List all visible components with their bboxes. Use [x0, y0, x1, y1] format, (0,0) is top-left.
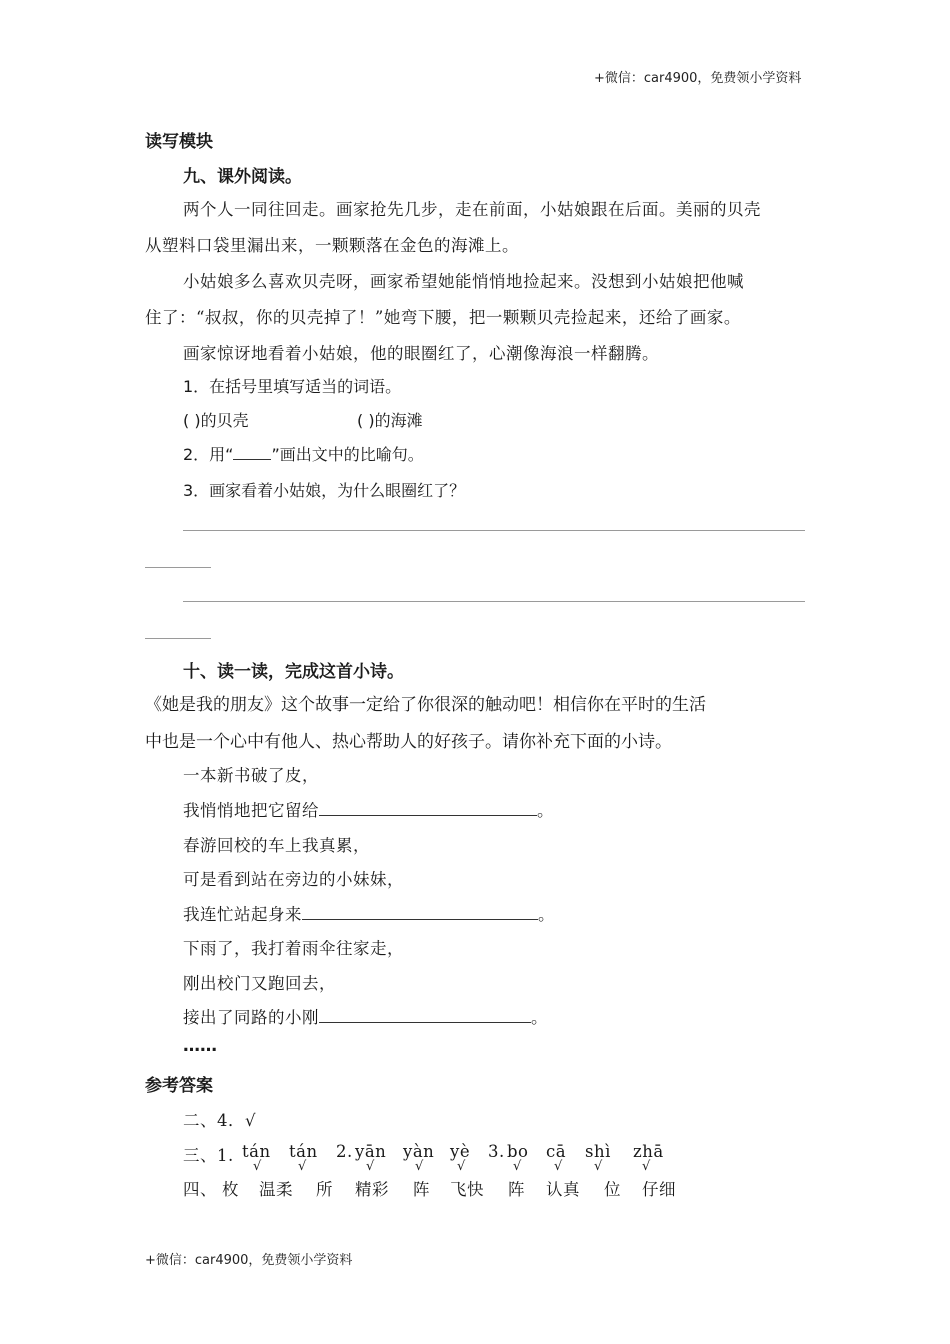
word-item: 位: [604, 1180, 621, 1199]
check-mark: √: [253, 1159, 262, 1174]
answer-line-3-label: 三、1.: [183, 1146, 234, 1165]
poem-line-5-text: 我连忙站起身来: [183, 905, 302, 924]
poem-line-6: 下雨了，我打着雨伞往家走，: [183, 939, 404, 958]
section-title: 读写模块: [145, 132, 213, 152]
q9-title: 九、课外阅读。: [183, 167, 302, 187]
q10-intro-line1: 《她是我的朋友》这个故事一定给了你很深的触动吧！相信你在平时的生活: [145, 695, 706, 715]
word-item: 精彩: [355, 1180, 389, 1199]
poem-line-8-text: 接出了同路的小刚: [183, 1008, 319, 1027]
poem-blank-1[interactable]: [319, 799, 537, 816]
pinyin-item: shì: [585, 1142, 611, 1161]
page-footer: +微信：car4900，免费领小学资料: [145, 1253, 353, 1268]
q10-intro-line2: 中也是一个心中有他人、热心帮助人的好孩子。请你补充下面的小诗。: [145, 732, 672, 752]
q9-para2-line1: 小姑娘多么喜欢贝壳呀，画家希望她能悄悄地捡起来。没想到小姑娘把他喊: [183, 272, 744, 291]
q9-item2-suffix: ”画出文中的比喻句。: [271, 445, 424, 464]
q9-item3: 3．画家看着小姑娘，为什么眼圈红了？: [183, 481, 466, 500]
check-mark: √: [642, 1159, 651, 1174]
word-item: 飞快: [450, 1180, 484, 1199]
check-mark: √: [457, 1159, 466, 1174]
pinyin-item: tán: [289, 1142, 318, 1161]
word-item: 枚: [222, 1180, 239, 1199]
word-item: 所: [316, 1180, 333, 1199]
poem-line-7: 刚出校门又跑回去，: [183, 974, 336, 993]
answer-line[interactable]: [183, 530, 805, 531]
answer-line-4-label: 四、: [183, 1180, 217, 1199]
answers-title: 参考答案: [145, 1076, 213, 1096]
word-item: 阵: [508, 1180, 525, 1199]
pinyin-item: 2.: [336, 1142, 353, 1161]
poem-blank-2[interactable]: [302, 903, 538, 920]
word-item: 温柔: [259, 1180, 293, 1199]
poem-line-1: 一本新书破了皮，: [183, 766, 319, 785]
q9-item2-prefix: 2．用“: [183, 445, 234, 464]
q9-item2-underline-sample: [233, 443, 271, 460]
poem-period: 。: [531, 1008, 548, 1027]
pinyin-item: yān: [355, 1142, 387, 1161]
poem-line-4: 可是看到站在旁边的小妹妹，: [183, 870, 404, 889]
pinyin-item: 3.: [488, 1142, 505, 1161]
q9-para1-line2: 从塑料口袋里漏出来，一颗颗落在金色的海滩上。: [145, 236, 519, 255]
answer-line[interactable]: [183, 601, 805, 602]
pinyin-item: yàn: [403, 1142, 435, 1161]
word-item: 认真: [546, 1180, 580, 1199]
check-mark: √: [554, 1159, 563, 1174]
check-mark: √: [366, 1159, 375, 1174]
check-mark: √: [594, 1159, 603, 1174]
word-item: 仔细: [642, 1180, 676, 1199]
q9-item1-blank2: ( )的海滩: [357, 411, 423, 430]
pinyin-item: tán: [242, 1142, 271, 1161]
poem-blank-3[interactable]: [319, 1006, 531, 1023]
q9-para2-line2: 住了：“叔叔，你的贝壳掉了！”她弯下腰，把一颗颗贝壳捡起来，还给了画家。: [145, 308, 741, 327]
check-mark: √: [298, 1159, 307, 1174]
poem-line-8: [183, 1004, 548, 1028]
pinyin-item: zhā: [633, 1142, 664, 1161]
poem-line-3: 春游回校的车上我真累，: [183, 836, 370, 855]
poem-line-2: [183, 797, 554, 821]
q9-para1-line1: 两个人一同往回走。画家抢先几步，走在前面，小姑娘跟在后面。美丽的贝壳: [183, 200, 761, 219]
answer-line-2: 二、4．√: [183, 1111, 257, 1130]
q9-para3: 画家惊讶地看着小姑娘，他的眼圈红了，心潮像海浪一样翻腾。: [183, 344, 659, 363]
q10-title: 十、读一读，完成这首小诗。: [183, 662, 404, 682]
pinyin-item: yè: [450, 1142, 471, 1161]
poem-line-2-text: 我悄悄地把它留给: [183, 801, 319, 820]
poem-ellipsis: ……: [183, 1036, 217, 1056]
poem-period: 。: [537, 801, 554, 820]
answer-line-end[interactable]: [145, 638, 211, 639]
q9-item2: [183, 442, 424, 465]
answer-line-end[interactable]: [145, 567, 211, 568]
q9-item1-blank1: ( )的贝壳: [183, 411, 249, 430]
check-mark: √: [415, 1159, 424, 1174]
pinyin-item: cā: [546, 1142, 567, 1161]
page-header: +微信：car4900，免费领小学资料: [594, 71, 802, 86]
poem-period: 。: [538, 905, 555, 924]
q9-item1: 1．在括号里填写适当的词语。: [183, 377, 402, 396]
pinyin-item: bo: [507, 1142, 529, 1161]
check-mark: √: [513, 1159, 522, 1174]
word-item: 阵: [413, 1180, 430, 1199]
poem-line-5: [183, 901, 555, 925]
